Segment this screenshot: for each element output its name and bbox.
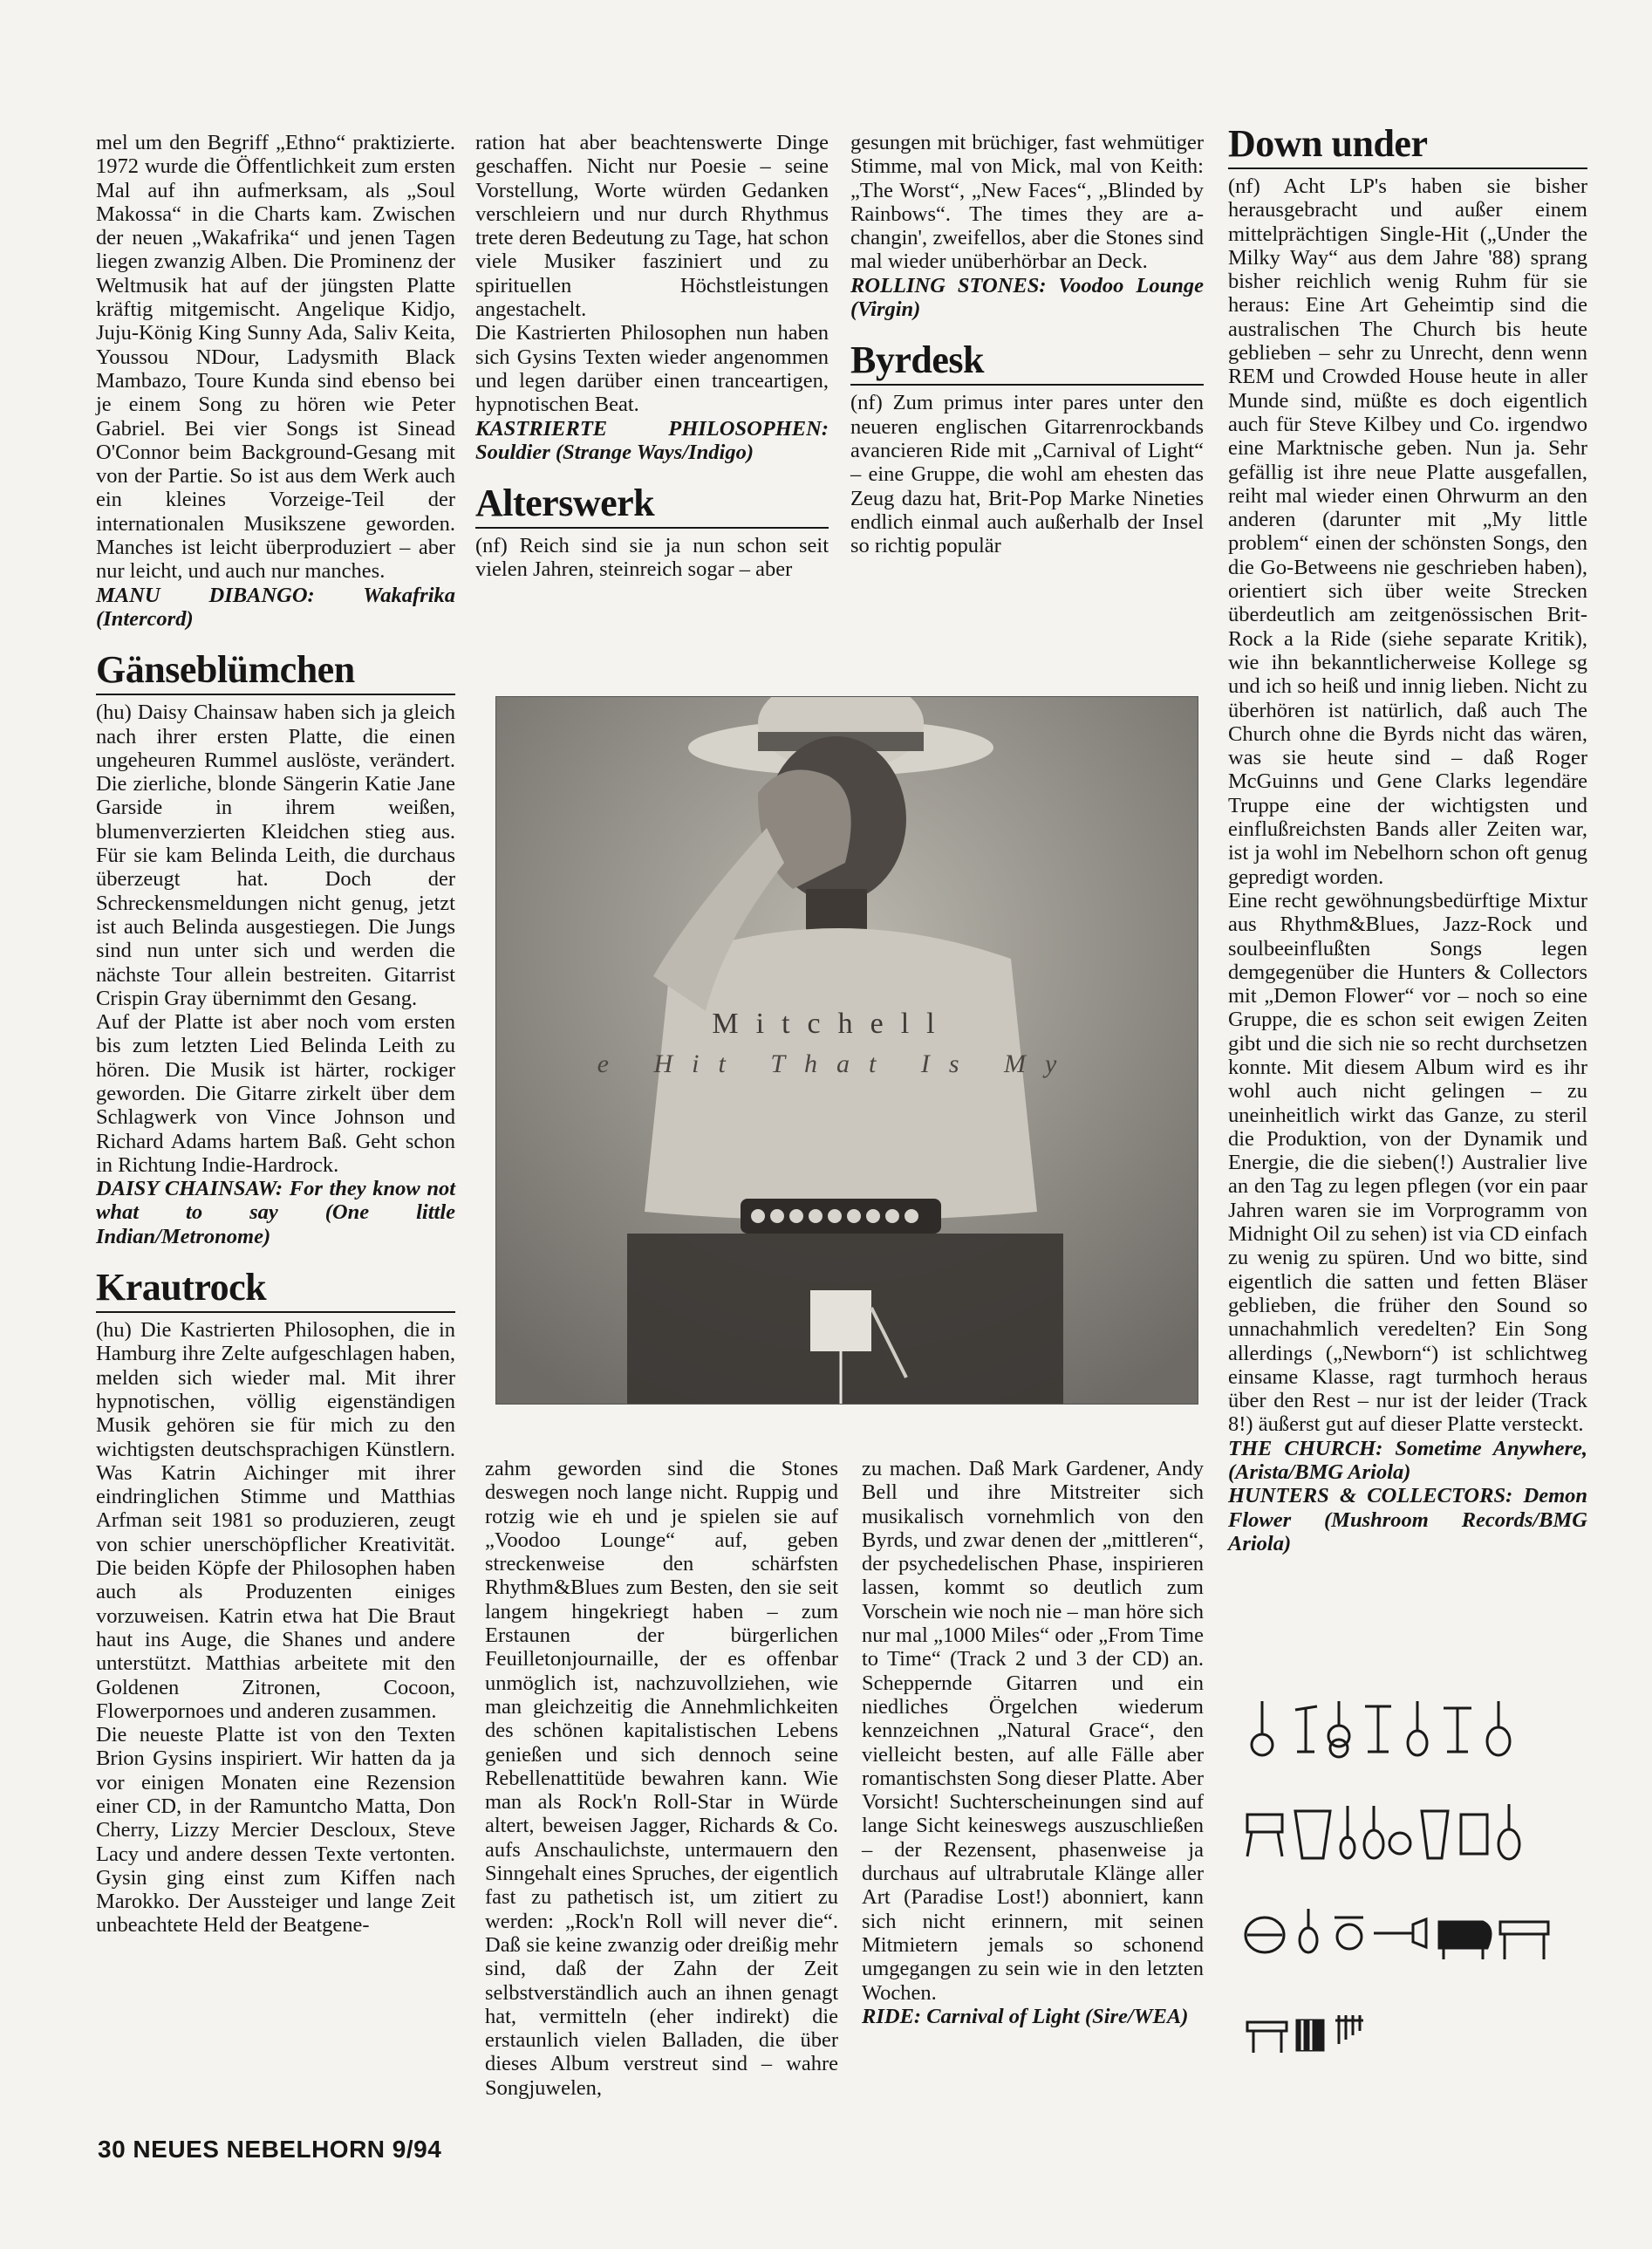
heading-krautrock: Krautrock <box>96 1266 455 1313</box>
electric-guitar-icon <box>1487 1701 1510 1755</box>
rolling-stones-credit: ROLLING STONES: Voodoo Lounge (Virgin) <box>850 273 1204 322</box>
church-credit: THE CHURCH: Sometime Anywhere, (Arista/BMG Ariola) <box>1228 1436 1587 1485</box>
trumpet-icon <box>1374 1919 1426 1947</box>
page-footer: 30 NEUES NEBELHORN 9/94 <box>98 2136 442 2163</box>
krautrock-review-p1: (hu) Die Kastrierten Philosophen, die in Hamburg ihre Zelte aufgeschlagen haben, melden sich wieder mal. Mit ihrer hypnotischen, völlig eigenständigen Musik gehören sie für mich zu den wichtigsten deutschsprachigen Künstlern. Was Katrin Aichinger mit ihrer eindringlichen Stimme und Matthias Arfman seit 1981 so produzieren, zeugt von schier unerschöpflicher Kreativität. Die beiden Köpfe der Philosophen haben auch als Produzenten einiges vorzuweisen. Katrin etwa hat Die Braut haut ins Auge, die Shanes und andere unterstützt. Matthias arbeitete mit den Goldenen Zitronen, Cocoon, Flowerpornoes und anderen zusammen. <box>96 1318 455 1723</box>
column-2-bottom <box>485 1457 838 2100</box>
column-3-bottom <box>862 1457 1204 2028</box>
wakafrika-credit: MANU DIBANGO: Wakafrika (Intercord) <box>96 583 455 631</box>
album-cover-photo <box>495 696 1198 1405</box>
marimba-icon <box>1247 2022 1287 2053</box>
krautrock-review-p3: ration hat aber beachtenswerte Dinge geschaffen. Nicht nur Poesie – seine Vorstellung, Worte würden Gedanken verschleiern und nur durch Rhythmus trete deren Bedeutung zu Tage, hat schon viele Musiker fasziniert und zu spirituellen Höchstleistungen angestachelt. <box>475 131 829 322</box>
daisy-chainsaw-review-p1: (hu) Daisy Chainsaw haben sich ja gleich nach ihrer ersten Platte, die einen ungeheuren Rummel auslöste, verändert. Die zierliche, blonde Sängerin Katie Jane Garside in ihrem weißen, blumenverzierten Kleidchen stieg aus. Für sie kam Belinda Leith, die durchaus überzeugt hat. Doch der Schreckensmeldungen nicht genug, jetzt ist auch Belinda ausgestiegen. Die Jungs sind nun unter sich und werden die nächste Tour allein bestreiten. Gitarrist Crispin Gray übernimmt den Gesang. <box>96 701 455 1010</box>
alterswerk-review-middle: zahm geworden sind die Stones deswegen noch lange nicht. Ruppig und rotzig wie eh und je spielen sie auf „Voodoo Lounge“ auf, geben streckenweise den schärfsten Rhythm&Blues zum Besten, den sie seit langem hingekriegt haben – zum Erstaunen der bürgerlichen Feuilletonjournaille, der es offenbar unmöglich ist, nachzuvollziehen, wie man gleichzeitig die Annehmlichkeiten des schönen kapitalistischen Lebens genießen und sich dennoch seine Rebellenattitüde bewahren kann. Wie man als Rock'n Roll-Star in Würde altert, beweisen Jagger, Richards & Co. aufs Anschaulichste, untermauern den Sinngehalt eines Spruches, der eigentlich fast zu pathetisch ist, um zitiert zu werden: „Rock'n Roll will never die“. Daß sie keine zwanzig oder dreißig mehr sind, daß der Zahn der Zeit selbstverständlich auch an ihnen genagt hat, vermitteln (eher indirekt) die erstaunlich vielen Balladen, die über dieses Album verstreut sind – wahre Songjuwelen, <box>485 1457 838 2100</box>
mandolin-icon <box>1408 1701 1427 1755</box>
instruments-illustration <box>1243 1699 1583 2066</box>
hunters-collectors-credit: HUNTERS & COLLECTORS: Demon Flower (Mushroom Records/BMG Ariola) <box>1228 1484 1587 1555</box>
krautrock-review-p2: Die neueste Platte ist von den Texten Brion Gysins inspiriert. Wir hatten da ja vor einigen Monaten eine Rezension einer CD, in der Ramuntcho Matta, Don Cherry, Lizzy Mercier Descloux, Steve Lacy und andere dessen Texte vertonten. Gysin ging einst zum Kiffen nach Marokko. Der Aussteiger und lange Zeit unbeachtete Held der Beatgene- <box>96 1723 455 1938</box>
bongo-icon <box>1422 1811 1448 1858</box>
pan-flute-icon <box>1335 2015 1363 2044</box>
down-under-review-p2: Eine recht gewöhnungsbedürftige Mixtur aus Rhythm&Blues, Jazz-Rock und soulbeeinflußten Songs legen demgegenüber die Hunters & Collectors mit „Demon Flower“ vor – noch so eine Gruppe, die es schon seit ewigen Zeiten gibt und die sich nie so recht durchsetzen konnte. Mit diesem Album wird es ihr wohl auch nicht gelingen – zu uneinheitlich wirkt das Ganze, zu steril die Produktion, von der Dynamik und Energie, die die sieben(!) Australier live an den Tag zu legen pflegen (vor ein paar Jahren waren sie im Vorprogramm von Midnight Oil zu sehen) ist via CD einfach zu wenig zu spüren. Und wo bitte, sind eigentlich die satten und fetten Bläser geblieben, die früher den Sound so unnachahmlich veredelten? Ein Song allerdings („Newborn“) ist schlichtweg einsame Klasse, ragt turmhoch heraus über den Rest – nur ist der leider (Track 8!) äußerst gut auf dieser Platte versteckt. <box>1228 888 1587 1437</box>
column-3-top <box>850 131 1204 557</box>
drum-kit-icon <box>1335 1917 1363 1949</box>
byrdesk-review-start: (nf) Zum primus inter pares unter den neueren englischen Gitarrenrockbands avancieren Ride mit „Carnival of Light“ – eine Gruppe, die wohl am ehesten das Zeug dazu hat, Brit-Pop Marke Nineties endlich einmal auch außerhalb der Insel so richtig populär <box>850 391 1204 558</box>
cover-subtitle: e Hit That Is My <box>597 1049 1076 1078</box>
drum-stand-icon <box>1365 1706 1391 1752</box>
accordion-icon <box>1297 2020 1323 2050</box>
banjo-icon <box>1252 1701 1273 1755</box>
krautrock-review-p4: Die Kastrierten Philosophen nun haben sich Gysins Texten wieder angenommen und legen darüber einen tranceartigen, hypnotischen Beat. <box>475 321 829 417</box>
tambourine-icon <box>1389 1833 1410 1854</box>
violin-icon <box>1364 1806 1383 1858</box>
byrdesk-review-end: zu machen. Daß Mark Gardener, Andy Bell und ihre Mitstreiter sich musikalisch vornehmlich von den Byrds, und zwar denen der „mittleren“, der psychedelischen Phase, inspirieren lassen, kommt so deutlich zum Vorschein wie noch nie – man höre sich nur mal „1000 Miles“ oder „From Time to Time“ (Track 2 und 3 der CD) an. Scheppernde Gitarren und ein niedliches Örgelchen wiederum kennzeichnen „Natural Grace“, den vielleicht besten, auf alle Fälle aber romantischsten Song dieser Platte. Aber Vorsicht! Suchterscheinungen sind auf lange Sicht keineswegs auszuschließen – der Rezensent, phasenweise ja durchaus auf ultrabrutale Klänge aller Art (Paradise Lost!) abonniert, kann sich nicht erinnern, mit seinen Mitmietern jemals so schonend umgegangen zu sein wie in den letzten Wochen. <box>862 1457 1204 2005</box>
cajon-icon <box>1461 1815 1487 1854</box>
acoustic-guitar-icon <box>1328 1701 1349 1757</box>
ride-credit: RIDE: Carnival of Light (Sire/WEA) <box>862 2004 1189 2028</box>
lute-icon <box>1300 1909 1317 1952</box>
column-1 <box>96 131 455 1938</box>
down-under-review-p1: (nf) Acht LP's haben sie bisher herausgebracht und außer einem mittelprächtigen Single-Hit („Under the Milky Way“ aus dem Jahre '88) sprang bisher reichlich wenig Ruhm für sie heraus: Eine Art Geheimtip sind die australischen The Church bis heute geblieben – sehr zu Unrecht, denn wenn REM und Crowded House heute in aller Munde sind, müßte es doch eigentlich auch für Steve Kilbey und Co. irgendwo eine Marktnische geben. Nun ja. Sehr gefällig ist ihre neue Platte ausgefallen, reiht mal wieder einen Ohrwurm an den anderen (darunter mit „My little problem“ einen der schönsten Songs, den die Go-Betweens nie geschrieben haben), orientiert sich über weite Strecken überdeutlich am zeitgenössischen Brit-Rock a la Ride (siehe separate Kritik), wie ihn bekanntlicherweise Kollege sg und ich so heiß und innig lieben. Nicht zu überhören ist natürlich, daß auch The Church ohne die Byrds nicht das wären, was sie heute sind – daß Roger McGuinns und Gene Clarks legendäre Truppe eine der wichtigsten und einflußreichsten Bands aller Zeiten war, ist ja wohl im Nebelhorn schon oft genug gepredigt worden. <box>1228 174 1587 889</box>
alterswerk-review-start: (nf) Reich sind sie ja nun schon seit vielen Jahren, steinreich sogar – aber <box>475 534 829 582</box>
daisy-chainsaw-review-p2: Auf der Platte ist aber noch vom ersten bis zum letzten Lied Belinda Leith zu hören. Die Musik ist härter, rockiger geworden. Die Gitarre zirkelt über dem Schlagwerk von Vince Johnson und Richard Adams hartem Baß. Geht schon in Richtung Indie-Hardrock. <box>96 1010 455 1177</box>
grand-piano-icon <box>1439 1922 1491 1959</box>
snare-drum-icon <box>1247 1815 1282 1856</box>
kastrierte-credit: KASTRIERTE PHILOSOPHEN: Souldier (Strange Ways/Indigo) <box>475 416 829 464</box>
bass-drum-icon <box>1246 1917 1284 1952</box>
cymbal-stand-icon <box>1295 1706 1317 1752</box>
heading-alterswerk: Alterswerk <box>475 482 829 529</box>
daisy-chainsaw-credit: DAISY CHAINSAW: For they know not what to say (One little Indian/Metronome) <box>96 1177 455 1248</box>
column-2-top <box>475 131 829 582</box>
heading-gaenseblumchen: Gänseblümchen <box>96 648 455 695</box>
heading-down-under: Down under <box>1228 122 1587 169</box>
cover-title: Mitchell <box>712 1008 952 1040</box>
column-4 <box>1228 122 1587 1555</box>
heading-byrdesk: Byrdesk <box>850 338 1204 386</box>
alterswerk-review-end: gesungen mit brüchiger, fast wehmütiger Stimme, mal von Mick, mal von Keith: „The Worst“, „New Faces“, „Blinded by Rainbows“. The times they are a-changin', zweifellos, aber die Stones sind mal wieder unüberhörbar an Deck. <box>850 131 1204 274</box>
wakafrika-review-end: mel um den Begriff „Ethno“ praktizierte. 1972 wurde die Öffentlichkeit zum ersten Mal auf ihn aufmerksam, als „Soul Makossa“ in die Charts kam. Zwischen der neuen „Wakafrika“ und jenen Tagen liegen zwanzig Alben. Die Prominenz der Weltmusik hat auf der jüngsten Platte kräftig mitgemischt. Angelique Kidjo, Juju-König King Sunny Ada, Saliv Keita, Youssou NDour, Ladysmith Black Mambazo, Toure Kunda sind ebenso bei je einem Song zu hören wie Peter Gabriel. Bei vier Songs ist Sinead O'Connor beim Background-Gesang mit von der Partie. So ist aus dem Werk auch ein kleines Vorzeige-Teil der internationalen Musikszene geworden. Manches ist leicht überproduziert – aber nur leicht, und auch nur manches. <box>96 131 455 584</box>
percussion-stand-icon <box>1444 1708 1471 1752</box>
bass-guitar-icon <box>1341 1806 1355 1858</box>
conga-icon <box>1295 1811 1330 1858</box>
cello-icon <box>1498 1804 1519 1859</box>
keyboard-stand-icon <box>1500 1922 1548 1959</box>
